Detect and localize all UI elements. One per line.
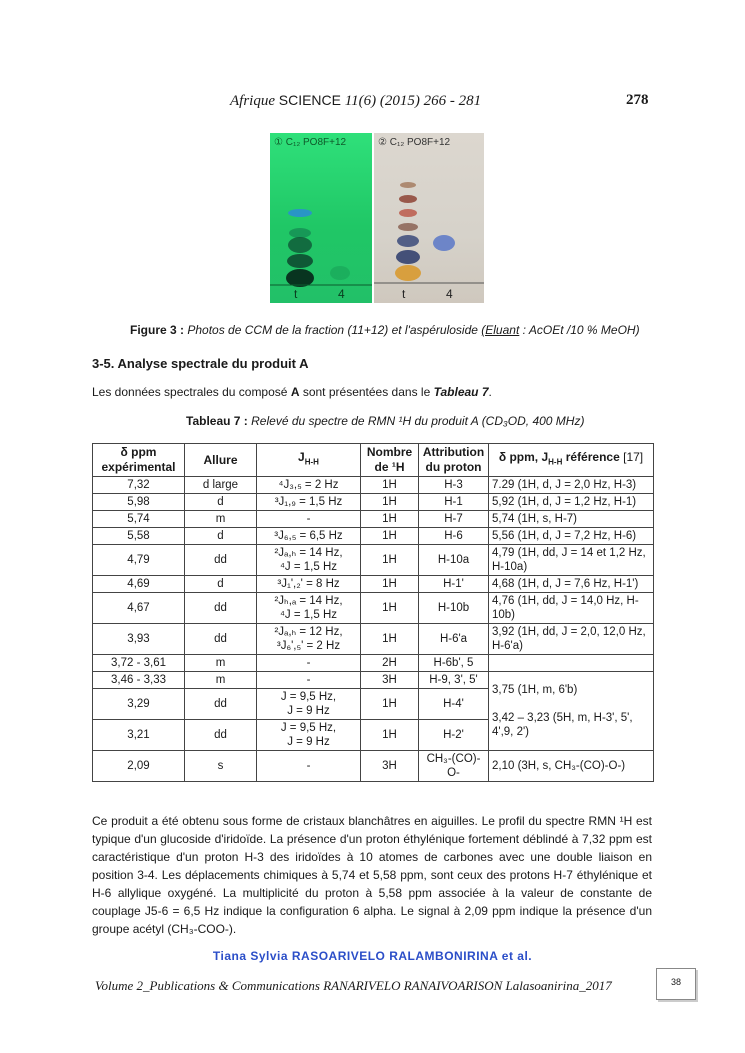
section-heading: 3-5. Analyse spectrale du produit A (92, 356, 309, 371)
running-header (0, 92, 745, 114)
tlc-spot (288, 209, 312, 217)
col-header-attribution: Attribution du proton (419, 444, 489, 477)
col-header-nombre: Nombre de ¹H (361, 444, 419, 477)
figure-caption: Figure 3 : Photos de CCM de la fraction (11+12) et l'aspéruloside (Eluant : AcOEt /10 % MeOH) (130, 323, 640, 337)
tlc-plate-1-label: ① C₁₂ PO8F+12 (274, 137, 347, 148)
tlc-plate-1-spots (270, 133, 372, 303)
lane-label-t: t (294, 287, 298, 301)
tlc-plate-revealed-photo (374, 133, 484, 303)
lane-label-4: 4 (446, 287, 453, 301)
nmr-data-table (92, 443, 654, 782)
tlc-spot (288, 237, 312, 253)
tlc-plate-2-label: ② C₁₂ PO8F+12 (378, 137, 451, 148)
footer-author: Tiana Sylvia RASOARIVELO RALAMBONIRINA et al. (212, 949, 533, 963)
tlc-spot (395, 265, 421, 281)
table-row: 3,93 dd ²Jₐ,ₕ = 12 Hz, ³J₆',₅' = 2 Hz 1H H-6'a 3,92 (1H, dd, J = 2,0, 12,0 Hz, H-6'a) (93, 624, 654, 655)
tlc-plate-2-spots (374, 133, 484, 303)
table-row: 3,46 - 3,33 m - 3H H-9, 3', 5' 3,75 (1H, m, 6'b) 3,42 – 3,23 (5H, m, H-3', 5', 4',9, 2') (93, 672, 654, 689)
table-row: 3,72 - 3,61 m - 2H H-6b', 5 (93, 655, 654, 672)
body-paragraph: Ce produit a été obtenu sous forme de cristaux blanchâtres en aiguilles. Le profil du spectre RMN ¹H est typique d'un glucoside d'iridoïde. La présence d'un proton éthylénique fortement déblindé à 7,32 ppm est caractéristique d'un proton H-3 des iridoïdes à 10 atomes de carbones avec une double liaison en position 3-4. Les déplacements chimiques à 5,74 et 5,58 ppm, sont ceux des protons H-7 éthylénique et H-6 allylique oxygéné. La multiplicité du proton à 5,58 ppm associée à la valeur de constante de couplage J5-6 = 6,5 Hz indique la configuration 6 alpha. Le signal à 2,09 ppm indique la présence d'un groupe acétyl (CH₃-COO-). (92, 814, 652, 936)
table-row: 3,29 dd J = 9,5 Hz, J = 9 Hz 1H H-4' (93, 689, 654, 720)
merged-ref-blank (489, 655, 654, 672)
table-row: 5,98 d ³J₁,₉ = 1,5 Hz 1H H-1 5,92 (1H, d, J = 1,2 Hz, H-1) (93, 494, 654, 511)
col-header-reference: δ ppm, $J_{H-H}$ référence [17] (489, 444, 654, 477)
page-number: 278 (626, 92, 649, 108)
table-caption: Tableau 7 : Relevé du spectre de RMN ¹H du produit A (CD₃OD, 400 MHz) (186, 414, 585, 428)
tlc-spot (433, 235, 455, 251)
tlc-spot (398, 223, 418, 231)
tlc-plate-uv-photo (270, 133, 372, 303)
tlc-spot (399, 209, 417, 217)
lane-label-t: t (402, 287, 406, 301)
journal-title: Afrique SCIENCE 11(6) (2015) 266 - 281 (230, 92, 482, 109)
table-row: 4,69 d ³J₁',₂' = 8 Hz 1H H-1' 4,68 (1H, d, J = 7,6 Hz, H-1') (93, 576, 654, 593)
table-row: 3,21 dd J = 9,5 Hz, J = 9 Hz 1H H-2' (93, 720, 654, 751)
footer-volume-line: Volume 2_Publications & Communications RANARIVELO RANAIVOARISON Lalasoanirina_2017 (95, 978, 612, 993)
col-header-delta-exp: δ ppm expérimental (93, 444, 185, 477)
merged-reference-cell: 3,75 (1H, m, 6'b) 3,42 – 3,23 (5H, m, H-3', 5', 4',9, 2') (489, 672, 654, 751)
tlc-spot (287, 254, 313, 268)
table-header-row (93, 444, 654, 477)
table-row: 5,74 m - 1H H-7 5,74 (1H, s, H-7) (93, 511, 654, 528)
table-row: 5,58 d ³J₆,₅ = 6,5 Hz 1H H-6 5,56 (1H, d, J = 7,2 Hz, H-6) (93, 528, 654, 545)
page-number-badge: 38 (656, 968, 696, 1000)
table-row: 4,67 dd ²Jₕ,ₐ = 14 Hz, ⁴J = 1,5 Hz 1H H-10b 4,76 (1H, dd, J = 14,0 Hz, H-10b) (93, 593, 654, 624)
lane-label-4: 4 (338, 287, 345, 301)
table-row: 2,09 s - 3H CH₃-(CO)-O- 2,10 (3H, s, CH₃-(CO)-O-) (93, 751, 654, 782)
table-body (93, 477, 654, 782)
tlc-spot (399, 195, 417, 203)
col-header-j: $J_{H-H}$ (257, 444, 361, 477)
table-row: 4,79 dd ²Jₐ,ₕ = 14 Hz, ⁴J = 1,5 Hz 1H H-10a 4,79 (1H, dd, J = 14 et 1,2 Hz, H-10a) (93, 545, 654, 576)
tlc-spot (397, 235, 419, 247)
tlc-spot (289, 228, 311, 238)
tlc-spot (396, 250, 420, 264)
tlc-spot (286, 269, 314, 287)
tlc-spot (400, 182, 416, 188)
table-row: 7,32 d large ⁴J₃,₅ = 2 Hz 1H H-3 7.29 (1H, d, J = 2,0 Hz, H-3) (93, 477, 654, 494)
tlc-spot (330, 266, 350, 280)
intro-text: Les données spectrales du composé A sont présentées dans le Tableau 7. (92, 385, 492, 399)
col-header-allure: Allure (185, 444, 257, 477)
